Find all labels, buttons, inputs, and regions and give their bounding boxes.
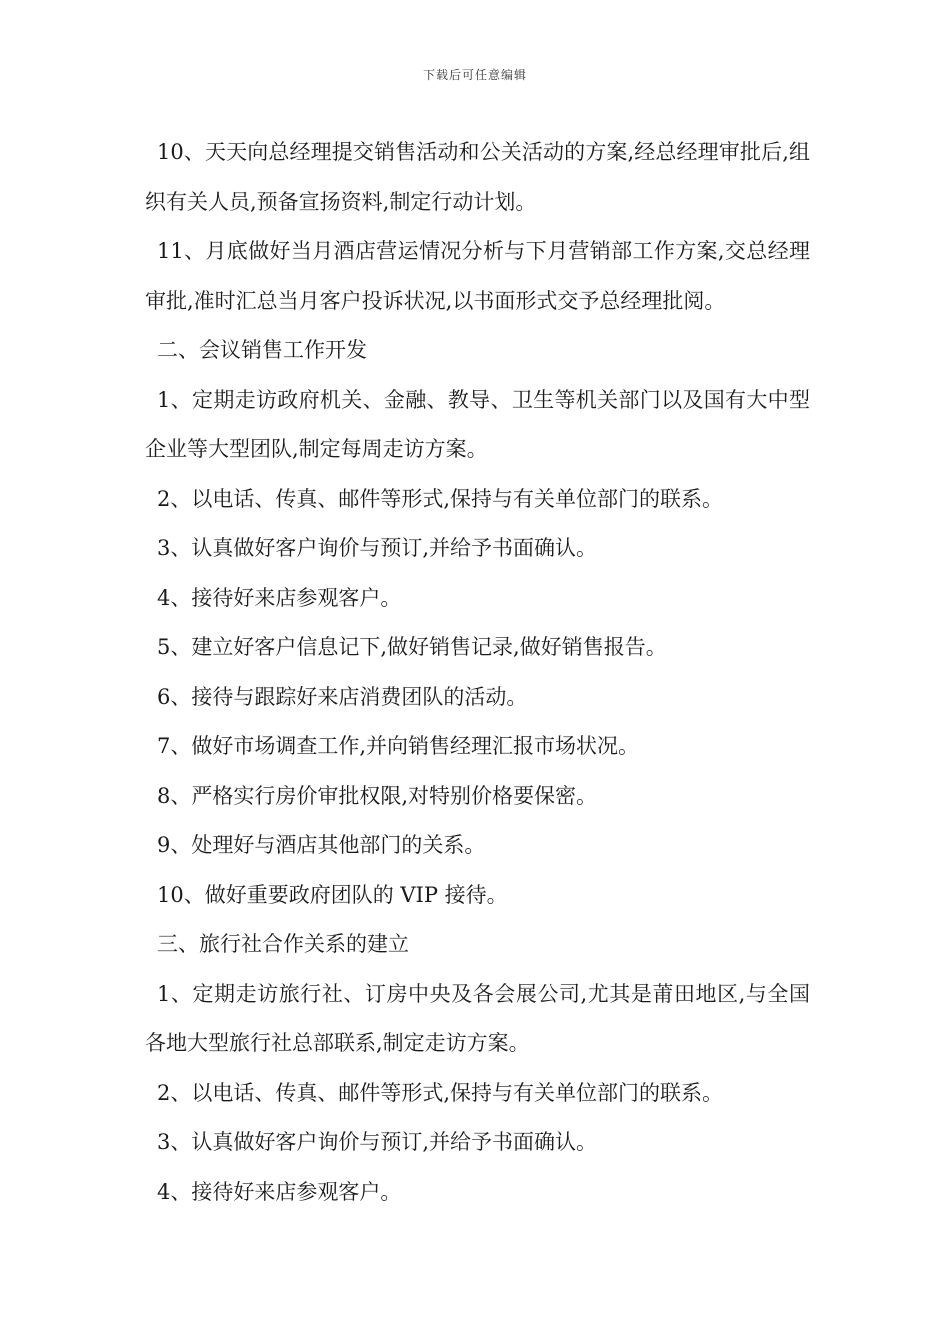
- paragraph: 8、严格实行房价审批权限,对特别价格要保密。: [157, 783, 598, 808]
- paragraph: 11、月底做好当月酒店营运情况分析与下月营销部工作方案,交总经理审批,准时汇总当月客户投诉状况,以书面形式交予总经理批阅。: [145, 239, 810, 313]
- paragraph: 4、接待好来店参观客户。: [157, 585, 402, 610]
- paragraph: 3、认真做好客户询价与预订,并给予书面确认。: [157, 536, 598, 560]
- paragraph: 4、接待好来店参观客户。: [157, 1179, 402, 1204]
- paragraph: 5、建立好客户信息记下,做好销售记录,做好销售报告。: [157, 635, 667, 659]
- paragraph: 9、处理好与酒店其他部门的关系。: [157, 833, 486, 857]
- paragraph: 1、定期走访旅行社、订房中央及各会展公司,尤其是莆田地区,与全国各地大型旅行社总部联系,制定走访方案。: [145, 981, 810, 1055]
- paragraph: 3、认真做好客户询价与预订,并给予书面确认。: [157, 1130, 598, 1154]
- paragraph: 1、定期走访政府机关、金融、教导、卫生等机关部门以及国有大中型企业等大型团队,制定每周走访方案。: [145, 387, 810, 461]
- section-heading: 二、会议销售工作开发: [157, 338, 367, 362]
- section-heading: 三、旅行社合作关系的建立: [157, 932, 409, 956]
- paragraph: 6、接待与跟踪好来店消费团队的活动。: [157, 684, 528, 709]
- page-header: 下载后可任意编辑: [422, 68, 527, 82]
- paragraph: 7、做好市场调查工作,并向销售经理汇报市场状况。: [157, 734, 640, 758]
- document-body: [145, 128, 810, 1217]
- paragraph: 10、天天向总经理提交销售活动和公关活动的方案,经总经理审批后,组织有关人员,预备宣扬资料,制定行动计划。: [145, 140, 810, 214]
- paragraph: 2、以电话、传真、邮件等形式,保持与有关单位部门的联系。: [157, 486, 724, 511]
- paragraph: 2、以电话、传真、邮件等形式,保持与有关单位部门的联系。: [157, 1080, 724, 1105]
- paragraph: 10、做好重要政府团队的 VIP 接待。: [157, 882, 508, 907]
